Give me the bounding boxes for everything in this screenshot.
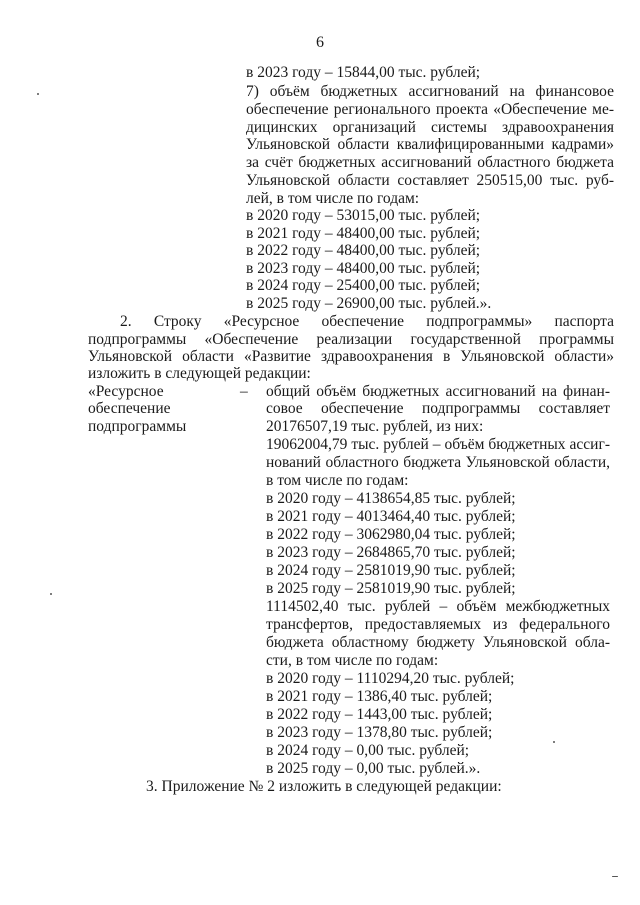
scan-speck	[50, 593, 52, 595]
text-line: Ульяновской области составляет 250515,00 тыс. руб-	[246, 172, 614, 189]
paragraph-line: изложить в следующей редакции:	[88, 365, 311, 382]
paragraph-line: подпрограммы «Обеспечение реализации государственной программы	[88, 331, 614, 348]
passport-dash: –	[240, 383, 248, 400]
scan-speck	[553, 741, 555, 743]
text-line: в 2025 году – 26900,00 тыс. рублей.».	[246, 295, 492, 312]
passport-value-line: в 2025 году – 2581019,90 тыс. рублей;	[266, 580, 516, 597]
passport-value-line: в 2023 году – 1378,80 тыс. рублей;	[266, 724, 493, 741]
text-line: за счёт бюджетных ассигнований областного бюджета	[246, 154, 614, 171]
passport-value-line: в 2021 году – 4013464,40 тыс. рублей;	[266, 508, 516, 525]
passport-value-line: в 2025 году – 0,00 тыс. рублей.».	[266, 760, 481, 777]
passport-value-line: в 2020 году – 4138654,85 тыс. рублей;	[266, 490, 516, 507]
page-number: 6	[316, 34, 324, 51]
passport-value-line: 19062004,79 тыс. рублей – объём бюджетных ассиг-	[266, 436, 610, 453]
text-line: в 2021 году – 48400,00 тыс. рублей;	[246, 225, 481, 242]
text-line: в 2023 году – 48400,00 тыс. рублей;	[246, 260, 481, 277]
passport-value-line: бюджета областному бюджету Ульяновской обла-	[266, 634, 610, 651]
passport-label-line: обеспечение	[88, 400, 171, 417]
passport-label-line: подпрограммы	[88, 418, 187, 435]
scan-speck	[37, 93, 39, 95]
passport-value-line: нований областного бюджета Ульяновской области,	[266, 454, 610, 471]
passport-value-line: 1114502,40 тыс. рублей – объём межбюджетных	[266, 598, 610, 615]
text-line: в 2020 году – 53015,00 тыс. рублей;	[246, 207, 481, 224]
passport-value-line: в 2020 году – 1110294,20 тыс. рублей;	[266, 670, 515, 687]
text-line: 7) объём бюджетных ассигнований на финансовое	[246, 83, 614, 100]
text-line: Ульяновской области квалифицированными кадрами»	[246, 136, 614, 153]
text-line: лей, в том числе по годам:	[246, 190, 420, 207]
passport-value-line: в 2022 году – 3062980,04 тыс. рублей;	[266, 526, 516, 543]
passport-value-line: сти, в том числе по годам:	[266, 652, 439, 669]
passport-value-line: в 2021 году – 1386,40 тыс. рублей;	[266, 688, 493, 705]
passport-value-line: 20176507,19 тыс. рублей, из них:	[266, 418, 484, 435]
text-line: обеспечение регионального проекта «Обеспечение ме-	[246, 101, 614, 118]
paragraph-3: 3. Приложение № 2 изложить в следующей редакции:	[146, 778, 502, 795]
text-line: дицинских организаций системы здравоохранения	[246, 119, 614, 136]
scan-speck	[612, 876, 618, 877]
paragraph-line: 2. Строку «Ресурсное обеспечение подпрограммы» паспорта	[120, 313, 614, 330]
passport-label-line: «Ресурсное	[88, 383, 164, 400]
passport-value-line: в 2024 году – 2581019,90 тыс. рублей;	[266, 562, 516, 579]
text-line: в 2022 году – 48400,00 тыс. рублей;	[246, 242, 481, 259]
text-line: в 2024 году – 25400,00 тыс. рублей;	[246, 277, 481, 294]
paragraph-line: Ульяновской области «Развитие здравоохранения в Ульяновской области»	[88, 348, 614, 365]
text-line: в 2023 году – 15844,00 тыс. рублей;	[246, 64, 481, 81]
passport-value-line: трансфертов, предоставляемых из федерального	[266, 616, 610, 633]
passport-value-line: в 2024 году – 0,00 тыс. рублей;	[266, 742, 470, 759]
passport-value-line: в 2022 году – 1443,00 тыс. рублей;	[266, 706, 493, 723]
passport-value-line: в 2023 году – 2684865,70 тыс. рублей;	[266, 544, 516, 561]
passport-value-line: совое обеспечение подпрограммы составляет	[266, 400, 610, 417]
passport-value-line: в том числе по годам:	[266, 472, 409, 489]
passport-value-line: общий объём бюджетных ассигнований на финан-	[266, 383, 610, 400]
